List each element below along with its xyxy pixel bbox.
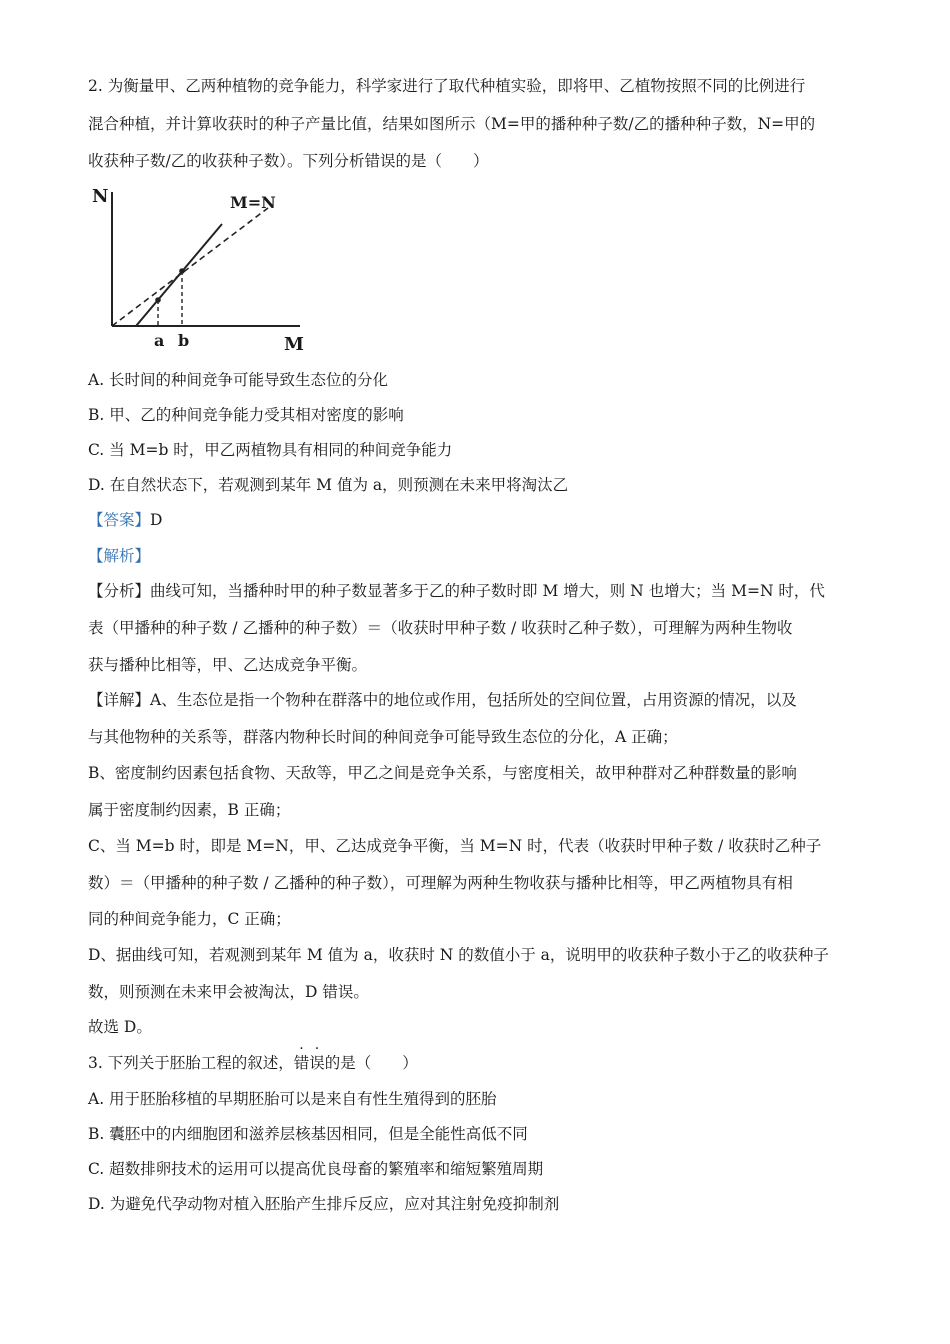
q3-option-b: B. 囊胚中的内细胞团和滋养层核基因相同，但是全能性高低不同 [88,1125,528,1143]
xiangjie-line-7: 同的种间竞争能力，C 正确； [88,910,291,928]
fenxi-tag: 【分析】 [88,582,151,600]
q3-option-d: D. 为避免代孕动物对植入胚胎产生排斥反应，应对其注射免疫抑制剂 [88,1195,560,1213]
xiangjie-line-5: C、当 M=b 时，即是 M=N，甲、乙达成竞争平衡，当 M=N 时，代表（收获时甲种子数 / 收获时乙种子 [88,837,822,855]
tick-b-label: b [178,331,190,350]
q2-option-c: C. 当 M=b 时，甲乙两植物具有相同的种间竞争能力 [88,441,453,459]
fenxi-line-2: 表（甲播种的种子数 / 乙播种的种子数）＝（收获时甲种子数 / 收获时乙种子数），可理解为两种生物收 [88,619,793,637]
answer-row [88,510,162,530]
conclusion: 故选 D。 [88,1018,152,1036]
analysis-row [88,546,150,566]
xiangjie-line-1 [88,690,797,710]
q2-option-d: D. 在自然状态下，若观测到某年 M 值为 a，则预测在未来甲将淘汰乙 [88,476,569,494]
xiangjie-tag: 【详解】 [88,691,151,709]
line-label: M=N [230,193,276,212]
y-axis-label: N [92,186,109,207]
q2-stem-line-2: 混合种植，并计算收获时的种子产量比值，结果如图所示（M=甲的播种种子数/乙的播种种子数，N=甲的 [88,115,816,133]
q3-option-c: C. 超数排卵技术的运用可以提高优良母畜的繁殖率和缩短繁殖周期 [88,1160,544,1178]
xiangjie-line-9: 数，则预测在未来甲会被淘汰，D 错误。 [88,983,369,1001]
xiangjie-line-6: 数）＝（甲播种的种子数 / 乙播种的种子数），可理解为两种生物收获与播种比相等，甲乙两植物具有相 [88,874,793,892]
q3-stem-suffix: 的是（ ） [324,1054,418,1072]
q2-stem-line-3: 收获种子数/乙的收获种子数）。下列分析错误的是（ ） [88,152,489,170]
m-n-graph [88,186,318,356]
q3-stem-prefix: 3. 下列关于胚胎工程的叙述， [88,1054,294,1072]
result-line [136,224,222,326]
xiangjie-line-3: B、密度制约因素包括食物、天敌等，甲乙之间是竞争关系，与密度相关，故甲种群对乙种群数量的影响 [88,764,797,782]
fenxi-text-1: 曲线可知，当播种时甲的种子数显著多于乙的种子数时即 M 增大，则 N 也增大；当 M=N 时，代 [150,582,825,600]
xiangjie-line-2: 与其他物种的关系等，群落内物种长时间的种间竞争可能导致生态位的分化，A 正确； [88,728,678,746]
q2-option-b: B. 甲、乙的种间竞争能力受其相对密度的影响 [88,406,404,424]
q3-stem [88,1053,418,1073]
x-axis-label: M [284,334,304,355]
q3-emph-1: 错 [293,1054,310,1072]
fenxi-line-3: 获与播种比相等，甲、乙达成竞争平衡。 [88,656,368,674]
xiangjie-line-4: 属于密度制约因素，B 正确； [88,801,291,819]
xiangjie-line-8: D、据曲线可知，若观测到某年 M 值为 a，收获时 N 的数值小于 a，说明甲的收获种子数小于乙的收获种子 [88,946,829,964]
answer-value: D [150,511,163,529]
q3-option-a: A. 用于胚胎移植的早期胚胎可以是来自有性生殖得到的胚胎 [88,1090,497,1108]
m-equals-n-line [112,208,268,326]
analysis-tag: 【解析】 [88,547,151,565]
q2-stem-line-1: 2. 为衡量甲、乙两种植物的竞争能力，科学家进行了取代种植实验，即将甲、乙植物按照不同的比例进行 [88,77,806,95]
q3-emph-2: 误 [309,1054,325,1072]
fenxi-line-1 [88,581,825,601]
xiangjie-text-1: A、生态位是指一个物种在群落中的地位或作用，包括所处的空间位置，占用资源的情况，以及 [150,691,797,709]
tick-a-label: a [154,331,165,350]
q2-option-a: A. 长时间的种间竞争可能导致生态位的分化 [88,371,389,389]
answer-tag: 【答案】 [88,511,151,529]
